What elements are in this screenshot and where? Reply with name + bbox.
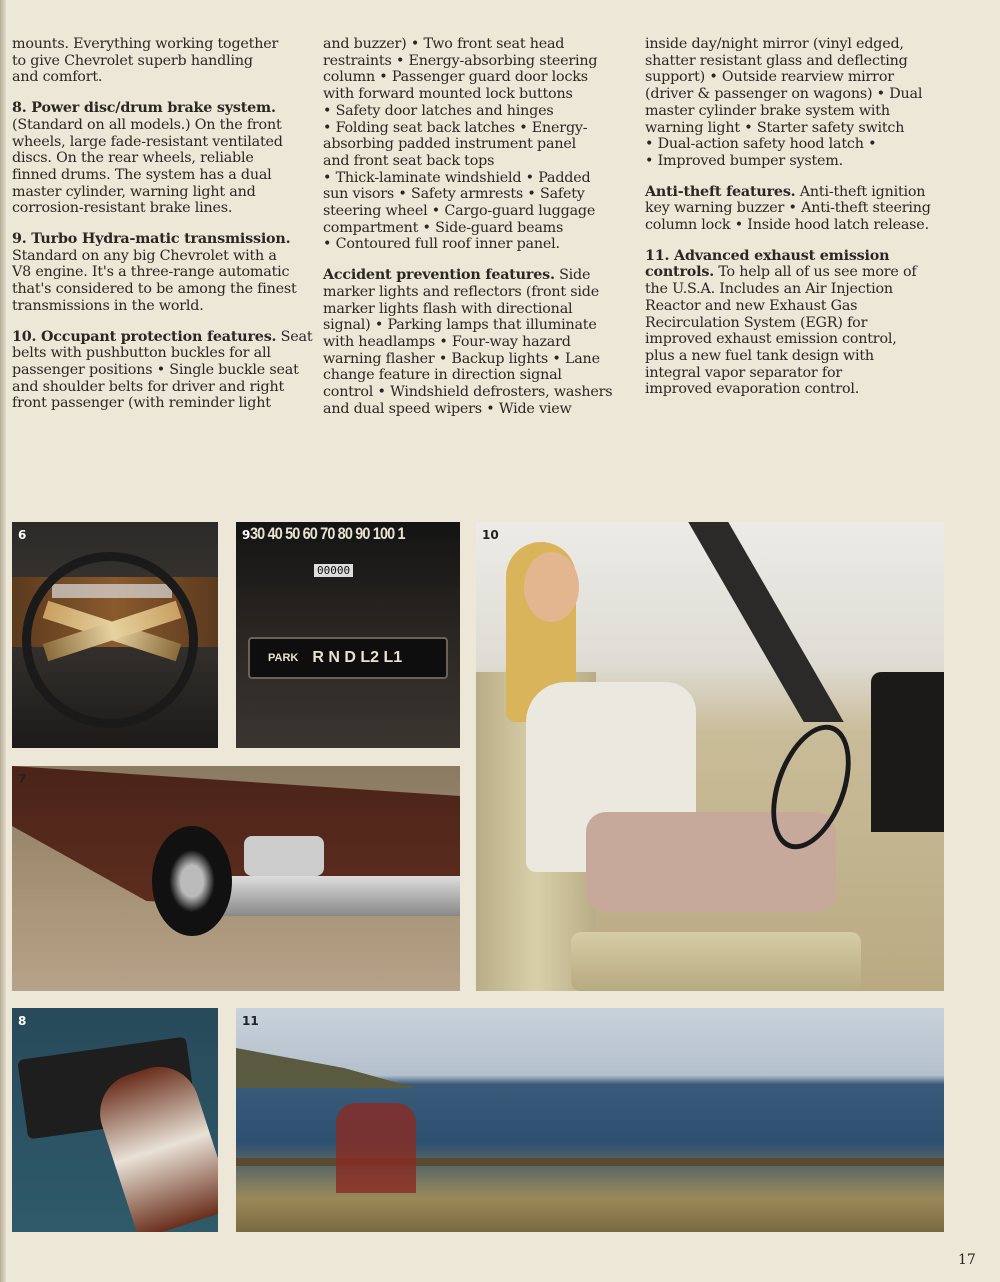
- photo-number: 8: [18, 1014, 27, 1028]
- paragraph: [645, 248, 931, 398]
- photo-speedometer-gear-selector: [236, 522, 460, 748]
- speedometer-scale: 30 40 50 60 70 80 90 100 1: [250, 524, 405, 543]
- text-line: Reactor and new Exhaust Gas: [645, 297, 858, 314]
- section-heading: Anti-theft features.: [645, 183, 796, 200]
- text-line: and comfort.: [12, 69, 103, 86]
- gear-park: PARK: [268, 652, 299, 664]
- text-line: to give Chevrolet superb handling: [12, 52, 253, 69]
- text-line: and front seat back tops: [323, 152, 495, 169]
- section-heading: 9. Turbo Hydra-matic transmission.: [12, 231, 291, 248]
- section-heading: 8. Power disc/drum brake system.: [12, 100, 276, 117]
- paragraph: [12, 36, 312, 86]
- text-line: control • Windshield defrosters, washers: [323, 384, 613, 401]
- text-run: To help all of us see more of: [713, 264, 917, 281]
- text-line: steering wheel • Cargo-guard luggage: [323, 203, 596, 220]
- photo-number: 11: [242, 1014, 259, 1028]
- paragraph: [12, 329, 312, 413]
- text-column-1: [12, 36, 312, 426]
- paragraph: [645, 184, 931, 234]
- text-line: Recirculation System (EGR) for: [645, 314, 868, 331]
- text-column-2: [323, 36, 612, 431]
- photo-brake-pedal: [12, 1008, 218, 1232]
- text-line: passenger positions • Single buckle seat: [12, 361, 299, 378]
- photo-car-front: [12, 766, 460, 991]
- gear-positions: R N D L2 L1: [312, 649, 403, 666]
- page-number: 17: [958, 1252, 976, 1268]
- text-line: • Folding seat back latches • Energy-: [323, 119, 588, 136]
- text-line: [645, 264, 931, 281]
- text-line: [12, 231, 312, 248]
- text-line: column • Passenger guard door locks: [323, 69, 588, 86]
- text-line: shatter resistant glass and deflecting: [645, 52, 908, 69]
- text-run: Anti-theft ignition: [795, 183, 926, 200]
- text-line: and shoulder belts for driver and right: [12, 378, 285, 395]
- text-line: that's considered to be among the finest: [12, 281, 297, 298]
- section-heading: Accident prevention features.: [323, 267, 555, 284]
- text-line: key warning buzzer • Anti-theft steering: [645, 200, 931, 217]
- text-line: marker lights flash with directional: [323, 300, 573, 317]
- text-line: • Contoured full roof inner panel.: [323, 236, 560, 253]
- text-line: warning flasher • Backup lights • Lane: [323, 350, 600, 367]
- page-binding-edge: [0, 0, 6, 1282]
- text-line: mounts. Everything working together: [12, 36, 279, 52]
- text-line: restraints • Energy-absorbing steering: [323, 52, 598, 69]
- text-line: inside day/night mirror (vinyl edged,: [645, 36, 904, 52]
- text-run: Seat: [276, 328, 313, 345]
- text-line: [12, 100, 312, 117]
- paragraph: [12, 100, 312, 217]
- photo-number: 6: [18, 528, 27, 542]
- text-line: • Dual-action safety hood latch •: [645, 136, 877, 153]
- text-line: signal) • Parking lamps that illuminate: [323, 317, 597, 334]
- text-line: [645, 184, 931, 201]
- photo-number: 10: [482, 528, 499, 542]
- text-line: improved exhaust emission control,: [645, 331, 897, 348]
- text-line: compartment • Side-guard beams: [323, 219, 564, 236]
- section-heading: 10. Occupant protection features.: [12, 328, 277, 345]
- text-line: support) • Outside rearview mirror: [645, 69, 894, 86]
- text-line: Standard on any big Chevrolet with a: [12, 247, 277, 264]
- text-line: warning light • Starter safety switch: [645, 119, 905, 136]
- text-line: • Thick-laminate windshield • Padded: [323, 169, 591, 186]
- text-line: absorbing padded instrument panel: [323, 136, 576, 153]
- text-line: belts with pushbutton buckles for all: [12, 345, 271, 362]
- text-line: discs. On the rear wheels, reliable: [12, 150, 254, 167]
- paragraph: [645, 36, 931, 170]
- text-line: transmissions in the world.: [12, 297, 204, 314]
- photo-number: 7: [18, 772, 27, 786]
- text-line: finned drums. The system has a dual: [12, 166, 272, 183]
- text-run: Side: [554, 267, 591, 284]
- text-line: wheels, large fade-resistant ventilated: [12, 133, 283, 150]
- odometer: 00000: [314, 564, 353, 577]
- paragraph: [323, 36, 612, 253]
- photo-coastline: [236, 1008, 944, 1232]
- text-line: marker lights and reflectors (front side: [323, 283, 600, 300]
- text-line: • Safety door latches and hinges: [323, 102, 554, 119]
- text-line: master cylinder, warning light and: [12, 183, 256, 200]
- text-line: V8 engine. It's a three-range automatic: [12, 264, 290, 281]
- text-line: the U.S.A. Includes an Air Injection: [645, 281, 893, 298]
- text-line: (Standard on all models.) On the front: [12, 116, 282, 133]
- section-heading: controls.: [645, 264, 714, 281]
- text-line: corrosion-resistant brake lines.: [12, 200, 233, 217]
- text-line: [323, 267, 612, 284]
- text-line: • Improved bumper system.: [645, 152, 843, 169]
- text-line: [12, 329, 312, 346]
- text-line: column lock • Inside hood latch release.: [645, 217, 929, 234]
- section-heading: 11. Advanced exhaust emission: [645, 247, 890, 264]
- photo-number: 9: [242, 528, 251, 542]
- text-line: plus a new fuel tank design with: [645, 347, 874, 364]
- paragraph: [323, 267, 612, 417]
- text-line: integral vapor separator for: [645, 364, 843, 381]
- photo-steering-wheel: [12, 522, 218, 748]
- text-column-3: [645, 36, 931, 412]
- text-line: and dual speed wipers • Wide view: [323, 400, 572, 417]
- text-line: and buzzer) • Two front seat head: [323, 36, 565, 52]
- text-line: master cylinder brake system with: [645, 102, 890, 119]
- text-line: change feature in direction signal: [323, 367, 562, 384]
- text-line: improved evaporation control.: [645, 381, 860, 398]
- text-line: with headlamps • Four-way hazard: [323, 333, 571, 350]
- text-line: front passenger (with reminder light: [12, 395, 271, 412]
- text-line: sun visors • Safety armrests • Safety: [323, 186, 585, 203]
- text-line: [645, 248, 931, 265]
- paragraph: [12, 231, 312, 315]
- photo-woman-driving: [476, 522, 944, 991]
- text-line: with forward mounted lock buttons: [323, 86, 573, 103]
- text-line: (driver & passenger on wagons) • Dual: [645, 86, 923, 103]
